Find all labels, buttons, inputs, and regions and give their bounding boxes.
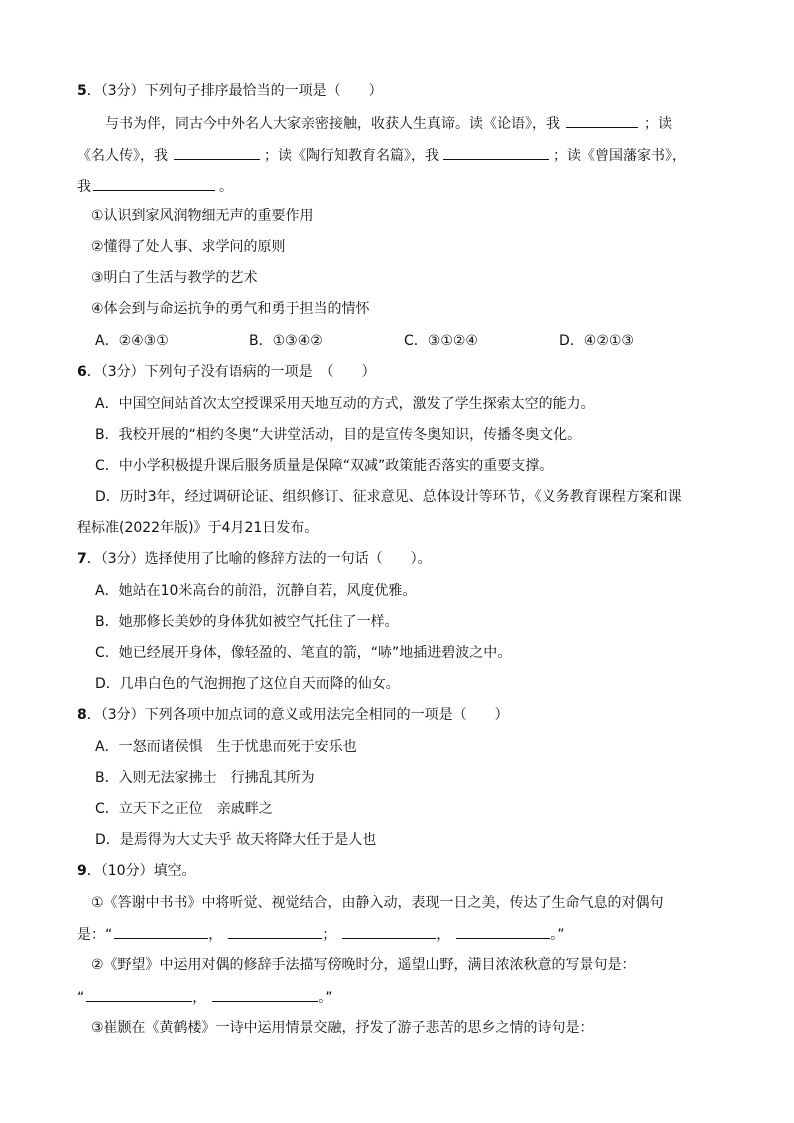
q7-option-d[interactable]: D．几串白色的气泡拥抱了这位自天而降的仙女。 [95, 676, 400, 692]
q6-option-b[interactable]: B．我校开展的“相约冬奥”大讲堂活动，目的是宣传冬奥知识，传播冬奥文化。 [95, 427, 582, 443]
question-stem: ．（3分）下列句子排序最恰当的一项是（ ） [86, 83, 383, 99]
answer-blank[interactable] [114, 924, 208, 939]
q5-option-b[interactable]: B．①③④② [249, 333, 323, 349]
q9-sub-1-blanks [77, 924, 565, 945]
passage-text: ；读 [644, 116, 672, 132]
question-stem: ．（10分）填空。 [86, 863, 196, 879]
answer-blank[interactable] [212, 987, 318, 1002]
q7-option-a[interactable]: A．她站在10米高台的前沿，沉静自若，风度优雅。 [95, 583, 417, 599]
question-number: 9 [77, 863, 87, 879]
question-stem: ．（3分）下列各项中加点词的意义或用法完全相同的一项是（ ） [86, 707, 509, 723]
blank-separator: ； [322, 927, 337, 943]
question-number: 8 [77, 707, 87, 723]
question-6-heading [77, 362, 376, 382]
q9-sub-2: ②《野望》中运用对偶的修辞手法描写傍晚时分，遥望山野，满目浓浓秋意的写景句是： [91, 957, 636, 973]
q6-option-d[interactable]: D．历时3年，经过调研论证、组织修订、征求意见、总体设计等环节，《义务教育课程方案和课 [95, 489, 682, 505]
q8-option-b[interactable]: B．入则无法家拂士 行拂乱其所为 [95, 770, 315, 786]
answer-blank[interactable] [342, 924, 436, 939]
q6-option-a[interactable]: A．中国空间站首次太空授课采用天地互动的方式，激发了学生探索太空的能力。 [95, 396, 595, 412]
question-number: 5 [77, 83, 87, 99]
q9-sub-2-blanks [77, 987, 333, 1008]
question-7-heading [77, 549, 432, 569]
question-5-heading [77, 81, 383, 101]
answer-blank[interactable] [174, 145, 260, 160]
answer-blank[interactable] [86, 987, 192, 1002]
q7-option-b[interactable]: B．她那修长美妙的身体犹如被空气托住了一样。 [95, 614, 399, 630]
q5-item-1: ①认识到家风润物细无声的重要作用 [91, 208, 314, 224]
passage-text: 与书为伴，同古今中外名人大家亲密接触，收获人生真谛。读《论语》，我 [105, 116, 560, 132]
q5-passage-line-3 [77, 176, 233, 197]
q5-option-d[interactable]: D．④②①③ [559, 333, 634, 349]
question-9-heading [77, 861, 196, 881]
blank-separator: ， [192, 990, 207, 1006]
blank-separator: ， [208, 927, 223, 943]
question-number: 7 [77, 551, 87, 567]
q5-item-3: ③明白了生活与教学的艺术 [91, 270, 258, 286]
blank-suffix: 。” [318, 990, 333, 1006]
passage-text: 。 [219, 179, 233, 195]
passage-text: ；读《曾国藩家书》， [553, 148, 686, 164]
blank-separator: ， [436, 927, 451, 943]
q8-option-a[interactable]: A．一怒而诸侯惧 生于忧患而死于安乐也 [95, 739, 357, 755]
q8-option-c[interactable]: C．立天下之正位 亲戚畔之 [95, 801, 273, 817]
answer-blank[interactable] [228, 924, 322, 939]
q6-option-d-continued: 程标准(2022年版)》于4月21日发布。 [77, 520, 319, 536]
blank-prefix: “ [77, 990, 85, 1006]
q8-option-d[interactable]: D．是焉得为大丈夫乎 故天将降大任于是人也 [95, 832, 377, 848]
q5-option-a[interactable]: A．②④③① [95, 333, 169, 349]
question-8-heading [77, 705, 509, 725]
blank-suffix: 。” [550, 927, 565, 943]
q5-passage-line-1 [105, 113, 672, 134]
passage-text: 《名人传》，我 [77, 148, 168, 164]
answer-blank[interactable] [93, 176, 215, 191]
q5-item-2: ②懂得了处人事、求学问的原则 [91, 239, 286, 255]
blank-prefix: 是：“ [77, 927, 113, 943]
q9-sub-1: ①《答谢中书书》中将听觉、视觉结合，由静入动，表现一日之美，传达了生命气息的对偶句 [91, 895, 664, 911]
question-stem: ．（3分）选择使用了比喻的修辞方法的一句话（ ）。 [86, 551, 432, 567]
q6-option-c[interactable]: C．中小学积极提升课后服务质量是保障“双减”政策能否落实的重要支撑。 [95, 458, 554, 474]
question-number: 6 [77, 364, 87, 380]
q5-option-c[interactable]: C．③①②④ [404, 333, 478, 349]
answer-blank[interactable] [566, 113, 638, 128]
q9-sub-3: ③崔颢在《黄鹤楼》一诗中运用情景交融，抒发了游子悲苦的思乡之情的诗句是： [91, 1020, 594, 1036]
answer-blank[interactable] [443, 145, 549, 160]
passage-text: 我 [77, 179, 91, 195]
q5-passage-line-2 [77, 145, 686, 166]
q7-option-c[interactable]: C．她已经展开身体，像轻盈的、笔直的箭，“哧”地插进碧波之中。 [95, 645, 512, 661]
q5-item-4: ④体会到与命运抗争的勇气和勇于担当的情怀 [91, 301, 370, 317]
answer-blank[interactable] [456, 924, 550, 939]
passage-text: ；读《陶行知教育名篇》，我 [264, 148, 439, 164]
question-stem: ．（3分）下列句子没有语病的一项是 （ ） [86, 364, 376, 380]
